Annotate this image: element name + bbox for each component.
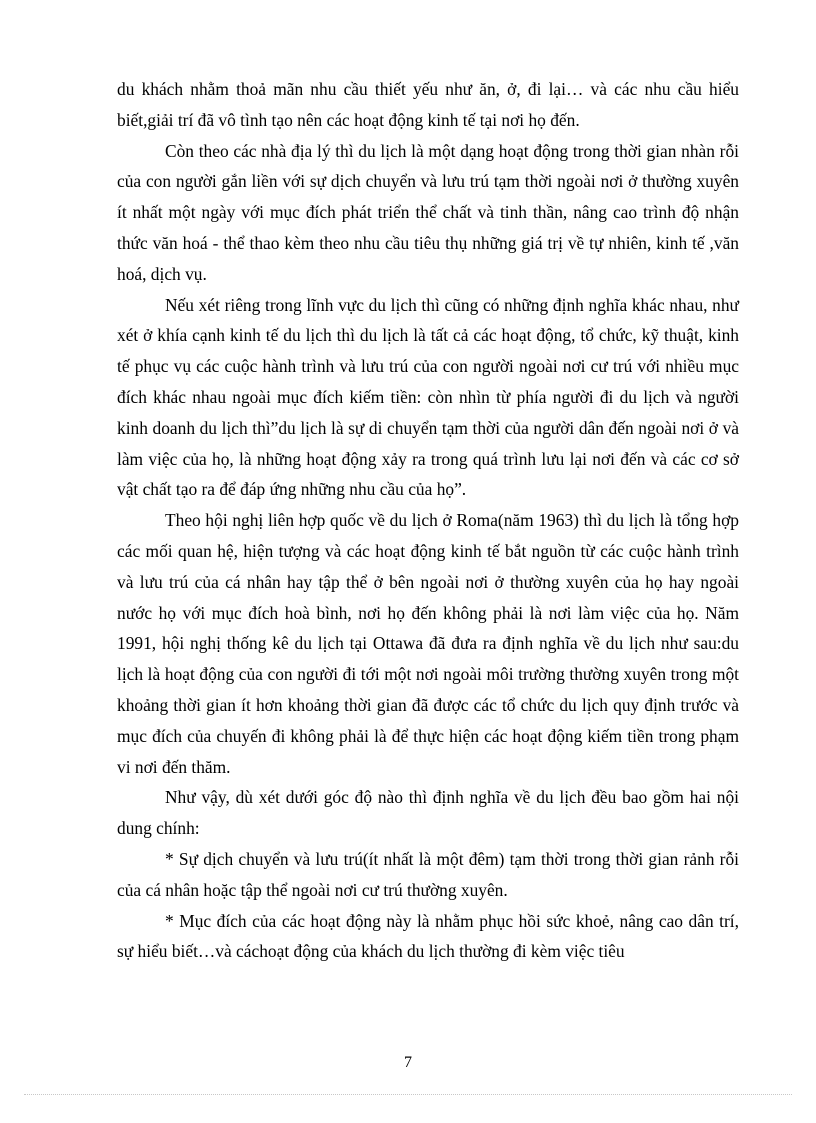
paragraph-continuation: du khách nhằm thoả mãn nhu cầu thiết yếu như ăn, ở, đi lại… và các nhu cầu hiểu biết,giải trí đã vô tình tạo nên các hoạt động kinh tế tại nơi họ đến.: [117, 79, 739, 130]
paragraph-economic-definition: Nếu xét riêng trong lĩnh vực du lịch thì cũng có những định nghĩa khác nhau, như xét ở khía cạnh kinh tế du lịch thì du lịch là tất cả các hoạt động, tổ chức, kỹ thuật, kinh tế phục vụ các cuộc hành trình và lưu trú của con người ngoài nơi cư trú với nhiều mục đích khác nhau ngoài mục đích kiếm tiền: còn nhìn từ phía người đi du lịch và người kinh doanh du lịch thì”du lịch là sự di chuyển tạm thời của người dân đến ngoài nơi ở và làm việc của họ, là những hoạt động xảy ra trong quá trình lưu lại nơi đến và các cơ sở vật chất tạo ra để đáp ứng những nhu cầu của họ”.: [117, 294, 739, 500]
page-number: 7: [404, 1054, 412, 1071]
bullet-purpose: * Mục đích của các hoạt động này là nhằm phục hồi sức khoẻ, nâng cao dân trí, sự hiểu biết…và cáchoạt động của khách du lịch thường đi kèm việc tiêu: [117, 910, 739, 962]
bullet-movement-and-stay: * Sự dịch chuyển và lưu trú(ít nhất là một đêm) tạm thời trong thời gian rảnh rỗi của cá nhân hoặc tập thể ngoài nơi cư trú thường xuyên.: [117, 848, 739, 900]
paragraph-geographers-definition: Còn theo các nhà địa lý thì du lịch là một dạng hoạt động trong thời gian nhàn rỗi của con người gắn liền với sự dịch chuyển và lưu trú tạm thời ngoài nơi ở thường xuyên ít nhất một ngày với mục đích phát triển thể chất và tinh thần, nâng cao trình độ nhận thức văn hoá - thể thao kèm theo nhu cầu tiêu thụ những giá trị về tự nhiên, kinh tế ,văn hoá, dịch vụ.: [117, 140, 739, 284]
paragraph-un-conference-definition: Theo hội nghị liên hợp quốc về du lịch ở Roma(năm 1963) thì du lịch là tổng hợp các mối quan hệ, hiện tượng và các hoạt động kinh tế bắt nguồn từ các cuộc hành trình và lưu trú của cá nhân hay tập thể ở bên ngoài nơi ở thường xuyên của họ hay ngoài nước họ với mục đích hoà bình, nơi họ đến không phải là nơi làm việc của họ. Năm 1991, hội nghị thống kê du lịch tại Ottawa đã đưa ra định nghĩa về du lịch như sau:du lịch là hoạt động của con người đi tới một nơi ngoài môi trường thường xuyên trong một khoảng thời gian ít hơn khoảng thời gian đã được các tổ chức du lịch quy định trước và mục đích của chuyến đi không phải là để thực hiện các hoạt động kiếm tiền trong phạm vi nơi đến thăm.: [117, 510, 739, 777]
paragraph-summary: Như vậy, dù xét dưới góc độ nào thì định nghĩa về du lịch đều bao gồm hai nội dung chính:: [117, 787, 739, 839]
body-text: [117, 74, 739, 967]
page-bottom-divider: [24, 1094, 792, 1095]
